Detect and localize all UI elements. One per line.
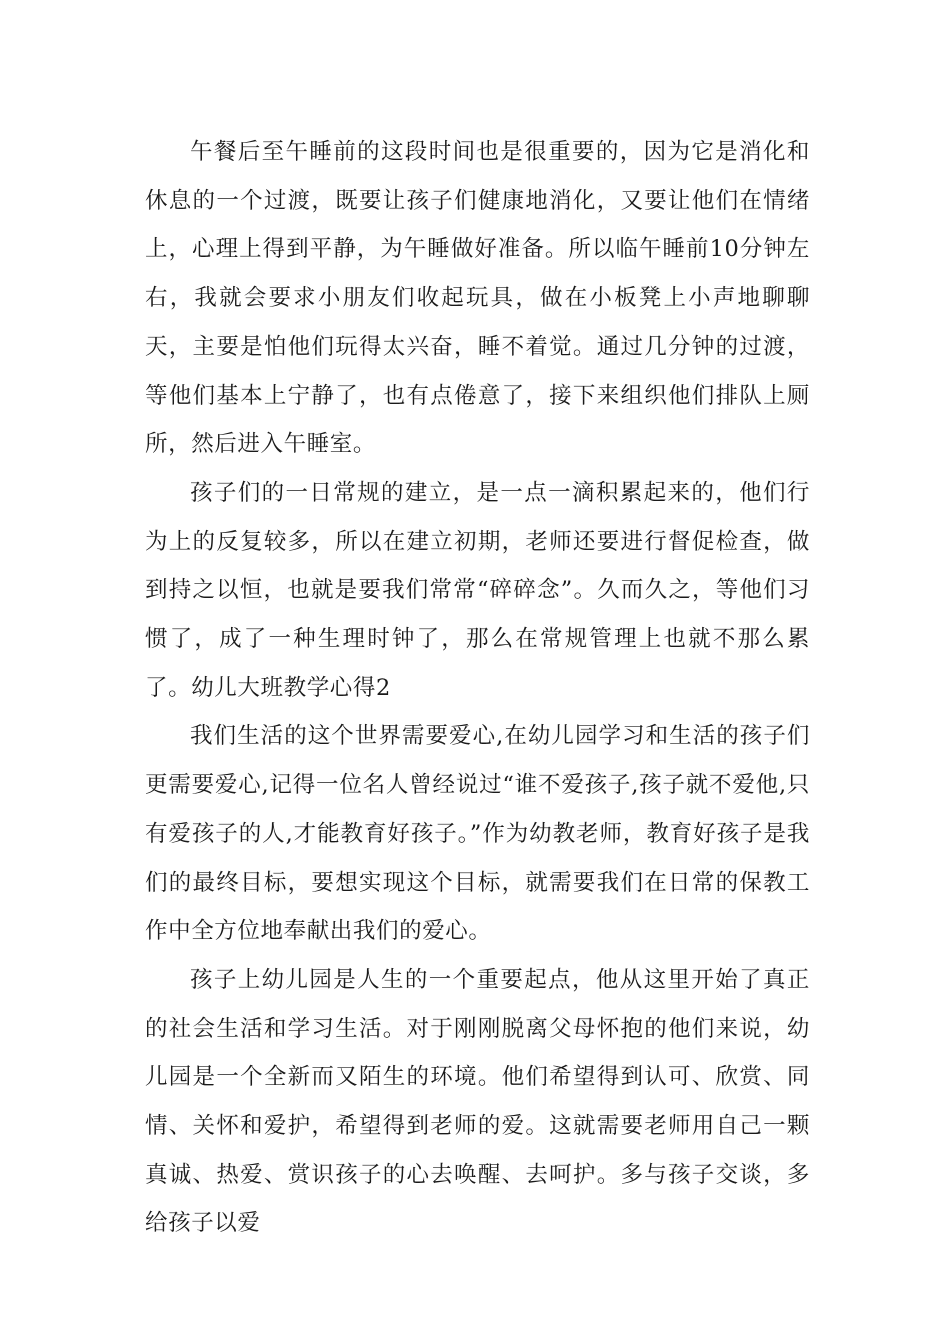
paragraph-nap-transition: 午餐后至午睡前的这段时间也是很重要的，因为它是消化和休息的一个过渡，既要让孩子们健康地消化，又要让他们在情绪上，心理上得到平静，为午睡做好准备。所以临午睡前10分钟左右，我就会要求小朋友们收起玩具，做在小板凳上小声地聊聊天，主要是怕他们玩得太兴奋，睡不着觉。通过几分钟的过渡，等他们基本上宁静了，也有点倦意了，接下来组织他们排队上厕所，然后进入午睡室。 xyxy=(145,139,810,458)
paragraph-love-children: 我们生活的这个世界需要爱心,在幼儿园学习和生活的孩子们更需要爱心,记得一位名人曾经说过“谁不爱孩子,孩子就不爱他,只有爱孩子的人,才能教育好孩子。”作为幼教老师，教育好孩子是我们的最终目标，要想实现这个目标，就需要我们在日常的保教工作中全方位地奉献出我们的爱心。 xyxy=(145,723,810,945)
paragraph-kindergarten-start: 孩子上幼儿园是人生的一个重要起点，他从这里开始了真正的社会生活和学习生活。对于刚刚脱离父母怀抱的他们来说，幼儿园是一个全新而又陌生的环境。他们希望得到认可、欣赏、同情、关怀和爱护，希望得到老师的爱。这就需要老师用自己一颗真诚、热爱、赏识孩子的心去唤醒、去呵护。多与孩子交谈，多给孩子以爱 xyxy=(145,966,810,1237)
document-body xyxy=(145,128,810,1248)
paragraph-daily-routine: 孩子们的一日常规的建立，是一点一滴积累起来的，他们行为上的反复较多，所以在建立初期，老师还要进行督促检查，做到持之以恒，也就是要我们常常“碎碎念”。久而久之，等他们习惯了，成了一种生理时钟了，那么在常规管理上也就不那么累了。幼儿大班教学心得2 xyxy=(145,479,810,701)
